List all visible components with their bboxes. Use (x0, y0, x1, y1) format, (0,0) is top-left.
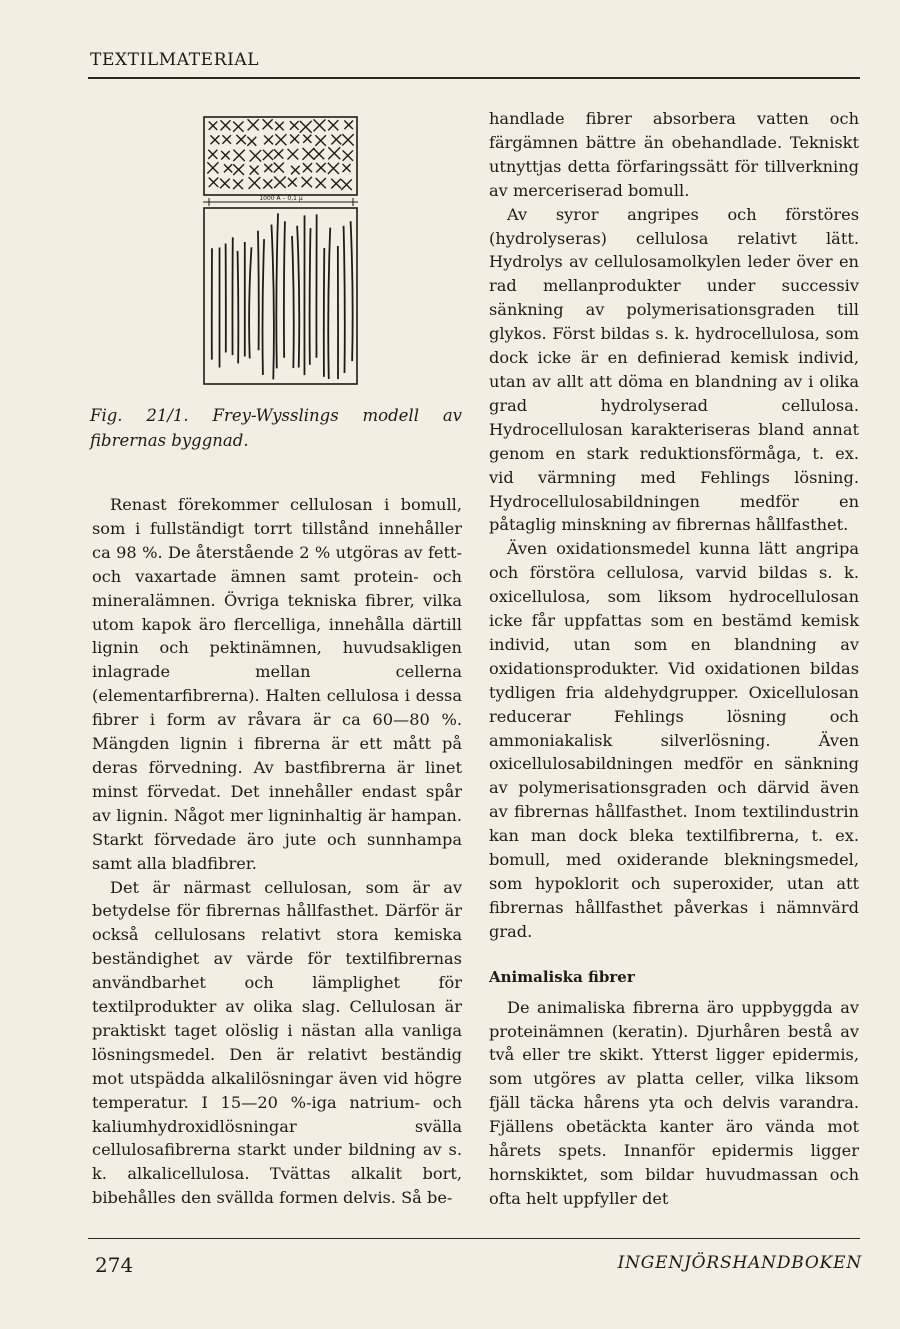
section-heading: Animaliska fibrer (489, 967, 635, 986)
figure-caption: Fig. 21/1. Frey-Wysslings modell av fibrernas byggnad. (90, 406, 462, 450)
book-title: INGENJÖRSHANDBOKEN (617, 1253, 862, 1273)
left-column (92, 493, 462, 1210)
paragraph: Det är närmast cellulosan, som är av betydelse för fibrernas hållfasthet. Därför är också cellulosans relativt stora kemiska beständighet av värde för textilfibrernas användbarhet och lämplighet för textilprodukter av olika slag. Cellulosan är praktiskt taget olöslig i nästan alla vanliga lösningsmedel. Den är relativt beständig mot utspädda alkalilösningar även vid högre temperatur. I 15—20 %-iga natrium- och kaliumhydroxidlösningar svälla cellulosafibrerna starkt under bildning av s. k. alkalicellulosa. Tvättas alkalit bort, bibehålles den svällda formen delvis. Så be- (92, 877, 462, 1208)
paragraph: handlade fibrer absorbera vatten och färgämnen bättre än obehandlade. Tekniskt utnyttjas detta förfaringssätt för tillverkning av merceriserad bomull. (489, 109, 859, 200)
paragraph: De animaliska fibrerna äro uppbyggda av proteinämnen (keratin). Djurhåren bestå av två eller tre skikt. Ytterst ligger epidermis, som utgöres av platta celler, vilka liksom fjäll täcka hårens yta och delvis varandra. Fjällens obetäckta kanter äro vända mot hårets spets. Innanför epidermis ligger hornskiktet, som bildar huvudmassan och ofta helt uppfyller det (489, 997, 859, 1208)
footer-rule (88, 1238, 860, 1239)
page-number: 274 (95, 1253, 134, 1277)
scale-label: 1000 Å – 0,1 µ (259, 195, 303, 202)
right-column (489, 107, 859, 1211)
running-header: TEXTILMATERIAL (90, 50, 260, 70)
header-rule (88, 77, 860, 79)
paragraph: Även oxidationsmedel kunna lätt angripa och förstöra cellulosa, varvid bildas s. k. oxicellulosa, som liksom hydrocellulosan icke får uppfattas som en bestämd kemisk individ, utan som en blandning av oxidationsprodukter. Vid oxidationen bildas tydligen fria aldehydgrupper. Oxicellulosan reducerar Fehlings lösning och ammoniakalisk silverlösning. Även oxicellulosabildningen medför en sänkning av polymerisationsgraden och därvid även av fibrernas hållfasthet. Inom textilindustrin kan man dock bleka textilfibrerna, t. ex. bomull, med oxiderande blekningsmedel, som hypoklorit och superoxider, utan att fibrernas hållfasthet påverkas i nämnvärd grad. (489, 539, 859, 941)
paragraph: Renast förekommer cellulosan i bomull, som i fullständigt torrt tillstånd innehåller ca 98 %. De återstående 2 % utgöras av fett- och vaxartade ämnen samt protein- och mineralämnen. Övriga tekniska fibrer, vilka utom kapok äro flercelliga, innehålla därtill lignin och pektinämnen, huvudsakligen inlagrade mellan cellerna (elementarfibrerna). Halten cellulosa i dessa fibrer i form av råvara är ca 60—80 %. Mängden lignin i fibrerna är ett mått på deras förvedning. Av bastfibrerna är linet minst förvedat. Det innehåller endast spår av lignin. Något mer ligninhaltig är hampan. Starkt förvedade äro jute och sunnhampa samt alla bladfibrer. (92, 495, 462, 873)
paragraph: Av syror angripes och förstöres (hydrolyseras) cellulosa relativt lätt. Hydrolys av cellulosamolkylen leder över en rad mellanprodukter under successiv sänkning av polymerisationsgraden till glykos. Först bildas s. k. hydrocellulosa, som dock icke är en definierad kemisk individ, utan av allt att döma en blandning av i olika grad hydrolyserad cellulosa. Hydrocellulosan karakteriseras bland annat genom en stark reduktionsförmåga, t. ex. vid värmning med Fehlings lösning. Hydrocellulosabildningen medför en påtaglig minskning av fibrernas hållfasthet. (489, 204, 859, 535)
fiber-model-figure (203, 116, 358, 386)
